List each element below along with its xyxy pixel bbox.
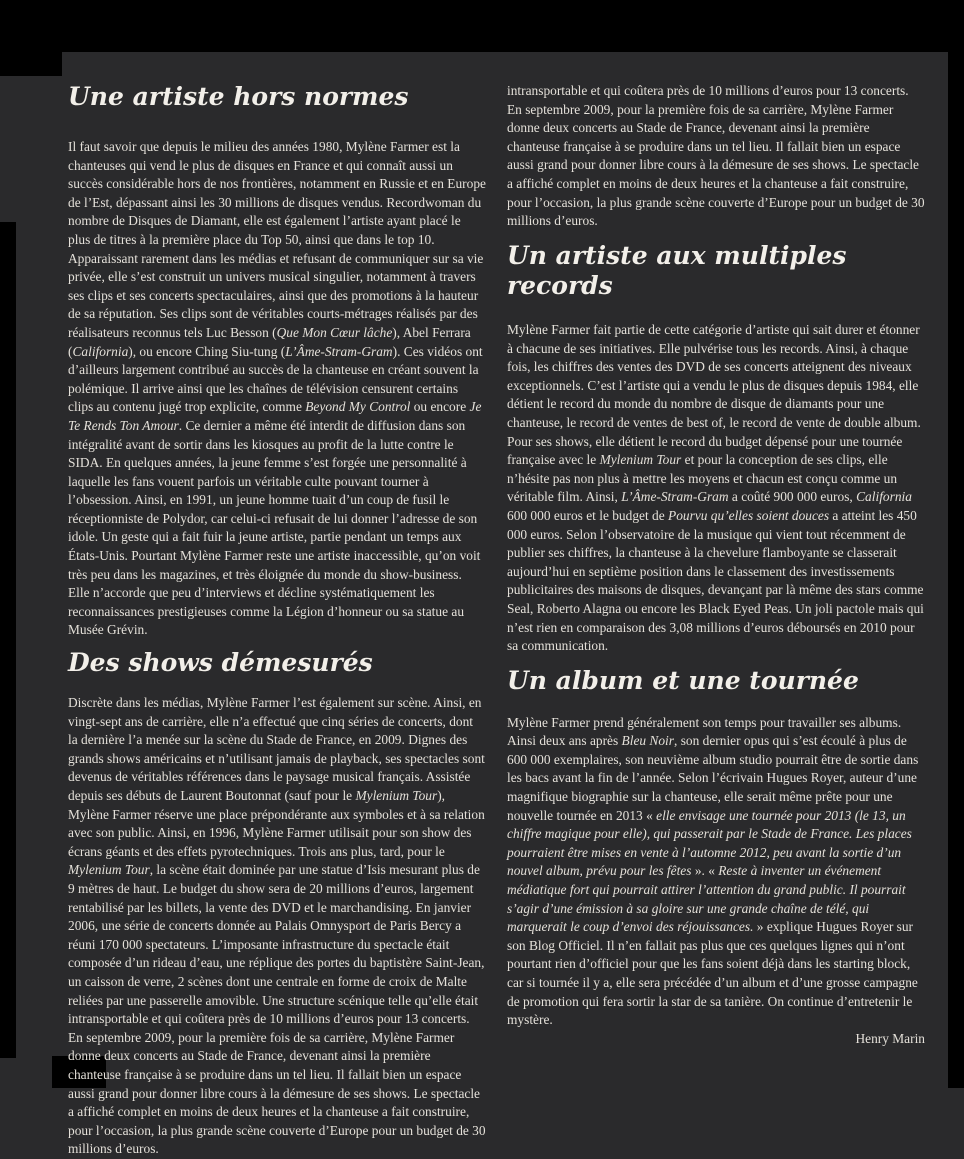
section-title-multiples-records: Un artiste aux multiples records [507, 241, 847, 300]
section-body-shows-demesures: Discrète dans les médias, Mylène Farmer l’est également sur scène. Ainsi, en vingt-sept ans de carrière, elle n’a effectué que cinq séries de concerts, dont la dernière l’a menée sur la scène du Stade de France, en 2009. Dignes des grands shows américains et n’utilisant jamais de playback, ses spectacles sont devenus de véritables références dans le paysage musical français. Assistée depuis ses débuts de Laurent Boutonnat (sauf pour le Mylenium Tour), Mylène Farmer réserve une place prépondérante aux symboles et à sa relation avec son public. Ainsi, en 1996, Mylène Farmer utilisait pour son show des écrans géants et des effets pyrotechniques. Trois ans plus, tard, pour le Mylenium Tour, la scène était dominée par une statue d’Isis mesurant plus de 9 mètres de haut. Le budget du show sera de 20 millions d’euros, largement rentabilisé par les billets, la vente des DVD et le marchandising. En janvier 2006, une série de concerts donnée au Palais Omnysport de Paris Bercy a réuni 170 000 spectateurs. L’imposante infrastructure du spectacle était composée d’un rideau d’eau, une réplique des portes du baptistère Saint-Jean, un caisson de verre, 2 scènes dont une centrale en forme de croix de Malte reliées par une passerelle amovible. Une structure scénique telle qu’elle était intransportable et qui coûtera près de 10 millions d’euros pour 13 concerts. En septembre 2009, pour la première fois de sa carrière, Mylène Farmer donne deux concerts au Stade de France, devenant ainsi la première chanteuse française à se produire dans un tel lieu. Il fallait bien un espace aussi grand pour donner libre cours à la démesure de ses shows. Le spectacle a affiché complet en moins de deux heures et la chanteuse a fait construire, pour l’occasion, la plus grande scène couverte d’Europe pour un budget de 30 millions d’euros. [68, 695, 486, 1157]
section-body-artiste-hors-normes: Il faut savoir que depuis le milieu des années 1980, Mylène Farmer est la chanteuses qui vend le plus de disques en France et qui connaît aussi un succès considérable hors de nos frontières, notamment en Russie et en Europe de l’Est, dépassant ainsi les 30 millions de disques vendus. Recordwoman du nombre de Disques de Diamant, elle est également l’artiste ayant placé le plus de titres à la première place du Top 50, ainsi que dans le top 10. Apparaissant rarement dans les médias et refusant de communiquer sur sa vie privée, elle s’est construit un univers musical singulier, notamment à travers ses clips et ses concerts spectaculaires, ainsi que des promotions à la hauteur de sa réputation. Ses clips sont de véritables courts-métrages réalisés par des réalisateurs reconnus tels Luc Besson (Que Mon Cœur lâche), Abel Ferrara (California), ou encore Ching Siu-tung (L’Âme-Stram-Gram). Ces vidéos ont d’ailleurs largement contribué au succès de la chanteuse en créant souvent la polémique. Il arrive ainsi que les chaînes de télévision censurent certains clips au contenu jugé trop explicite, comme Beyond My Control ou encore Je Te Rends Ton Amour. Ce dernier a même été interdit de diffusion dans son intégralité avant de sortir dans les kiosques au profit de la lutte contre le SIDA. En quelques années, la jeune femme s’est forgée une personnalité à laquelle les fans vouent parfois un véritable culte pouvant tourner à l’obsession. Ainsi, en 1991, un jeune homme tuait d’un coup de fusil le réceptionniste de Polydor, car celui-ci refusait de lui donner l’adresse de son idole. Un geste qui a fait fuir la jeune artiste, partie pendant un temps aux États-Unis. Pourtant Mylène Farmer reste une artiste inaccessible, qu’on voit très peu dans les magazines, et très éloignée du monde du show-business. Elle n’accorde que peu d’interviews et décline systématiquement les reconnaissances prestigieuses comme la Légion d’honneur ou sa statue au Musée Grévin. [68, 139, 486, 638]
redaction-bar-right-edge [948, 0, 964, 1088]
section-title-shows-demesures: Des shows démesurés [68, 648, 373, 678]
section-body-multiples-records: Mylène Farmer fait partie de cette catégorie d’artiste qui sait durer et étonner à chacune de ses initiatives. Elle pulvérise tous les records. Ainsi, à chaque fois, les chiffres des ventes des DVD de ses concerts atteignent des niveaux exceptionnels. C’est l’artiste qui a vendu le plus de disques depuis 1984, elle détient le record du monde du nombre de disque de diamants pour une chanteuse, le record de ventes de best of, le record de vente de double album. Pour ses shows, elle détient le record du budget dépensé pour une tournée française avec le Mylenium Tour et pour la conception de ses clips, elle n’hésite pas non plus à mettre les moyens et chacun est conçu comme un véritable film. Ainsi, L’Âme-Stram-Gram a coûté 900 000 euros, California 600 000 euros et le budget de Pourvu qu’elles soient douces a atteint les 450 000 euros. Selon l’observatoire de la musique qui vient tout récemment de publier ses chiffres, la chanteuse à la chevelure flamboyante se classerait aujourd’hui en septième position dans le classement des investissements publicitaires des maisons de disques, devançant par là même des stars comme Seal, Roberto Alagna ou encore les Black Eyed Peas. Un joli pactole mais qui n’est rien en comparaison des 3,08 millions d’euros déboursés en 2010 pour sa communication. [507, 322, 924, 654]
redaction-bar-left-edge [0, 222, 16, 1058]
section-body-shows-demesures-continued: intransportable et qui coûtera près de 10 millions d’euros pour 13 concerts. En septembre 2009, pour la première fois de sa carrière, Mylène Farmer donne deux concerts au Stade de France, devenant ainsi la première chanteuse française à se produire dans un tel lieu. Il fallait bien un espace aussi grand pour donner libre cours à la démesure de ses shows. Le spectacle a affiché complet en moins de deux heures et la chanteuse a fait construire, pour l’occasion, la plus grande scène couverte d’Europe pour un budget de 30 millions d’euros. [507, 83, 925, 229]
section-title-artiste-hors-normes: Une artiste hors normes [68, 82, 409, 111]
redaction-bar-top [62, 0, 948, 52]
article-column-left [68, 78, 486, 1157]
article-column-right [507, 82, 925, 1048]
section-title-album-tournee: Un album et une tournée [507, 665, 859, 695]
section-body-album-tournee: Mylène Farmer prend généralement son temps pour travailler ses albums. Ainsi deux ans après Bleu Noir, son dernier opus qui s’est écoulé à plus de 600 000 exemplaires, son neuvième album studio pourrait être de sortie dans les bacs avant la fin de l’année. Selon l’écrivain Hugues Royer, auteur d’une magnifique biographie sur la chanteuse, elle serait même prête pour une nouvelle tournée en 2013 « elle envisage une tournée pour 2013 (le 13, un chiffre magique pour elle), qui passerait par le Stade de France. Les places pourraient être mises en vente à l’automne 2012, peu avant la sortie d’un nouvel album, prévu pour les fêtes ». « Reste à inventer un événement médiatique fort qui pourrait attirer l’attention du grand public. Il pourrait s’agir d’une émission à sa gloire sur une grande chaîne de télé, qui marquerait le coup d’envoi des réjouissances. » explique Hugues Royer sur son Blog Officiel. Il n’en fallait pas plus que ces quelques lignes qui n’ont pourtant rien d’officiel pour que les fans soient déjà dans les starting block, car si tournée il y a, elle sera précédée d’un album et d’une grosse campagne de promotion qui fera sortir la star de sa tanière. On continue d’entretenir le mystère. [507, 714, 919, 1028]
author-signature: Henry Marin [855, 1030, 925, 1046]
redaction-bar-top-left [0, 0, 62, 76]
